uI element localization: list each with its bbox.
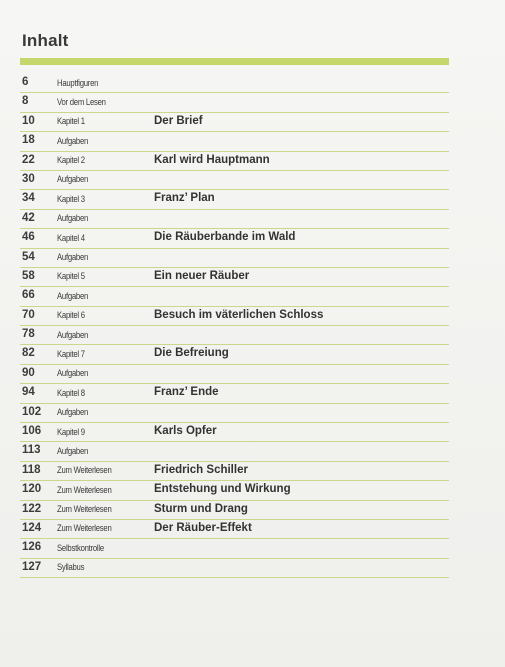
toc-page-number: 120	[22, 483, 42, 496]
toc-page-number: 22	[22, 153, 35, 166]
toc-row[interactable]	[20, 423, 449, 442]
toc-page-number: 118	[22, 463, 41, 476]
toc-page-number: 90	[22, 366, 35, 379]
toc-section-label: Kapitel 7	[57, 348, 85, 359]
toc-section-label: Aufgaben	[57, 135, 89, 146]
toc-row[interactable]	[20, 93, 449, 112]
toc-section-label: Aufgaben	[57, 290, 89, 301]
toc-row[interactable]	[20, 210, 449, 229]
toc-section-label: Kapitel 9	[57, 426, 85, 437]
toc-page-number: 46	[22, 231, 35, 244]
toc-section-label: Kapitel 8	[57, 387, 85, 398]
toc-page-number: 42	[22, 211, 35, 224]
toc-section-label: Selbstkontrolle	[57, 542, 104, 553]
toc-section-label: Zum Weiterlesen	[57, 523, 112, 534]
toc-chapter-title: Friedrich Schiller	[154, 463, 248, 476]
toc-row[interactable]	[20, 384, 449, 403]
toc-row[interactable]	[20, 539, 449, 558]
toc-row[interactable]	[20, 365, 449, 384]
toc-page-number: 124	[22, 521, 42, 534]
toc-section-label: Kapitel 6	[57, 310, 85, 321]
toc-section-label: Zum Weiterlesen	[57, 465, 112, 476]
toc-chapter-title: Sturm und Drang	[154, 502, 248, 515]
toc-page-number: 126	[22, 541, 42, 554]
toc-section-label: Syllabus	[57, 562, 85, 573]
toc-page-number: 8	[22, 95, 29, 108]
toc-row[interactable]	[20, 74, 449, 93]
toc-page-number: 30	[22, 172, 35, 185]
toc-section-label: Aufgaben	[57, 445, 89, 456]
toc-page-number: 70	[22, 308, 35, 321]
toc-row[interactable]	[20, 190, 449, 209]
toc-row[interactable]	[20, 249, 449, 268]
toc-row[interactable]	[20, 442, 449, 461]
toc-page-number: 102	[22, 405, 42, 418]
toc-chapter-title: Die Räuberbande im Wald	[154, 231, 296, 244]
toc-section-label: Hauptfiguren	[57, 77, 99, 88]
toc-section-label: Aufgaben	[57, 213, 89, 224]
toc-page-number: 10	[22, 114, 35, 127]
toc-chapter-title: Karl wird Hauptmann	[154, 153, 270, 166]
toc-section-label: Kapitel 4	[57, 232, 85, 243]
toc-row[interactable]	[20, 326, 449, 345]
toc-row[interactable]	[20, 268, 449, 287]
toc-section-label: Kapitel 3	[57, 193, 85, 204]
toc-section-label: Zum Weiterlesen	[57, 484, 112, 495]
page-title: Inhalt	[22, 31, 69, 50]
toc-section-label: Kapitel 1	[57, 116, 85, 127]
toc-page-number: 18	[22, 134, 35, 147]
toc-row[interactable]	[20, 229, 449, 248]
toc-row[interactable]	[20, 287, 449, 306]
toc-section-label: Kapitel 5	[57, 271, 85, 282]
toc-page-number: 113	[22, 444, 41, 457]
toc-chapter-title: Franz’ Plan	[154, 192, 215, 205]
toc-row[interactable]	[20, 501, 449, 520]
toc-section-label: Aufgaben	[57, 407, 89, 418]
toc-section-label: Zum Weiterlesen	[57, 504, 112, 515]
toc-row[interactable]	[20, 404, 449, 423]
toc-page-number: 78	[22, 328, 35, 341]
toc-row[interactable]	[20, 345, 449, 364]
toc-chapter-title: Besuch im väterlichen Schloss	[154, 308, 324, 321]
toc-section-label: Aufgaben	[57, 368, 89, 379]
toc-page-number: 6	[22, 76, 29, 88]
toc-row[interactable]	[20, 113, 449, 132]
toc-chapter-title: Karls Opfer	[154, 425, 217, 438]
toc-page-number: 106	[22, 425, 42, 438]
toc-section-label: Vor dem Lesen	[57, 96, 106, 107]
toc-chapter-title: Der Brief	[154, 114, 203, 127]
toc-page-number: 58	[22, 269, 35, 282]
toc-page-number: 94	[22, 386, 35, 399]
toc-row[interactable]	[20, 132, 449, 151]
toc-row[interactable]	[20, 307, 449, 326]
toc-row[interactable]	[20, 171, 449, 190]
toc-chapter-title: Die Befreiung	[154, 347, 229, 360]
toc-page-number: 82	[22, 347, 35, 360]
toc-page-number: 34	[22, 192, 35, 205]
toc-page-number: 127	[22, 560, 42, 573]
toc-row[interactable]	[20, 559, 449, 578]
toc-chapter-title: Franz’ Ende	[154, 386, 219, 399]
table-of-contents	[20, 74, 449, 578]
toc-chapter-title: Der Räuber-Effekt	[154, 521, 252, 534]
toc-chapter-title: Entstehung und Wirkung	[154, 483, 291, 496]
toc-page-number: 122	[22, 502, 42, 515]
toc-section-label: Aufgaben	[57, 329, 89, 340]
toc-page-number: 54	[22, 250, 35, 263]
toc-section-label: Kapitel 2	[57, 155, 85, 166]
toc-chapter-title: Ein neuer Räuber	[154, 269, 250, 282]
toc-row[interactable]	[20, 481, 449, 500]
toc-row[interactable]	[20, 520, 449, 539]
toc-section-label: Aufgaben	[57, 174, 89, 185]
header-divider-bar	[20, 58, 449, 65]
toc-row[interactable]	[20, 152, 449, 171]
toc-section-label: Aufgaben	[57, 252, 89, 263]
toc-row[interactable]	[20, 462, 449, 481]
toc-page-number: 66	[22, 289, 35, 302]
